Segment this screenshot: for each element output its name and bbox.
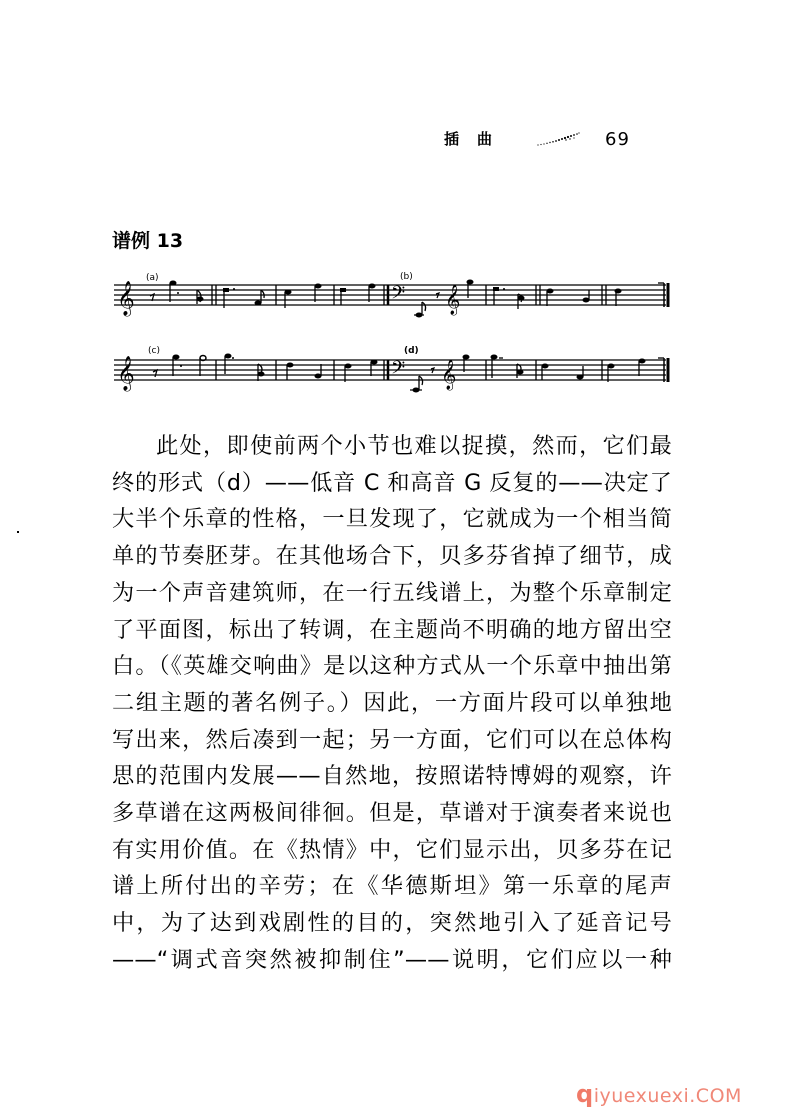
treble-clef-icon: 𝄞 <box>445 285 461 315</box>
treble-clef-icon: 𝄞 <box>117 281 135 316</box>
watermark <box>576 1080 742 1108</box>
text-line: 了平面图，标出了转调，在主题尚不明确的地方留出空 <box>112 616 672 643</box>
watermark-text: iyuexuexi.COM <box>593 1085 742 1107</box>
text-line: 为一个声音建筑师，在一行五线谱上，为整个乐章制定 <box>112 579 672 606</box>
text-line: 多草谱在这两极间徘徊。但是，草谱对于演奏者来说也 <box>112 800 672 827</box>
segment-tag-a: (a) <box>146 273 159 283</box>
text-line: 终的形式（d）——低音 C 和高音 G 反复的——决定了 <box>112 469 672 496</box>
section-title: 插曲 <box>444 130 511 148</box>
text-line: 单的节奏胚芽。在其他场合下，贝多芬省掉了细节，成 <box>112 543 672 570</box>
text-line: 思的范围内发展——自然地，按照诺特博姆的观察，许 <box>112 763 672 790</box>
watermark-logo: q <box>576 1080 594 1108</box>
text-line: 写出来，然后凑到一起；另一方面，它们可以在总体构 <box>112 726 672 753</box>
text-line: 有实用价值。在《热情》中，它们显示出，贝多芬在记 <box>112 836 672 863</box>
music-notation-ab <box>108 262 674 332</box>
text-line: 大半个乐章的性格，一旦发现了，它就成为一个相当简 <box>112 506 672 533</box>
text-line: 中，为了达到戏剧性的目的，突然地引入了延音记号 <box>112 910 672 937</box>
text-line: ——“调式音突然被抑制住”——说明，它们应以一种 <box>112 946 672 973</box>
text-line: 二组主题的著名例子。）因此，一方面片段可以单独地 <box>112 689 672 716</box>
body-paragraph <box>112 428 672 979</box>
page-number: 69 <box>605 129 630 150</box>
scan-speck <box>17 531 19 533</box>
segment-tag-d: (d) <box>404 346 419 356</box>
text-line: 此处，即使前两个小节也难以捉摸，然而，它们最 <box>156 433 672 459</box>
treble-clef-icon: 𝄞 <box>441 360 457 390</box>
segment-tag-b: (b) <box>400 272 413 282</box>
treble-clef-icon: 𝄞 <box>117 356 135 391</box>
dotted-flourish-icon <box>536 130 580 148</box>
example-label: 谱例 13 <box>112 230 184 252</box>
text-line: 谱上所付出的辛劳；在《华德斯坦》第一乐章的尾声 <box>112 873 672 900</box>
segment-tag-c: (c) <box>148 346 160 356</box>
text-line: 白。（《英雄交响曲》是以这种方式从一个乐章中抽出第 <box>112 653 672 680</box>
running-head <box>440 128 660 158</box>
bass-clef-icon: 𝄢 <box>391 283 406 308</box>
music-staff-row-1 <box>108 262 674 332</box>
music-staff-row-2 <box>108 338 674 408</box>
bass-clef-icon: 𝄢 <box>391 358 406 383</box>
music-notation-cd <box>108 338 674 408</box>
